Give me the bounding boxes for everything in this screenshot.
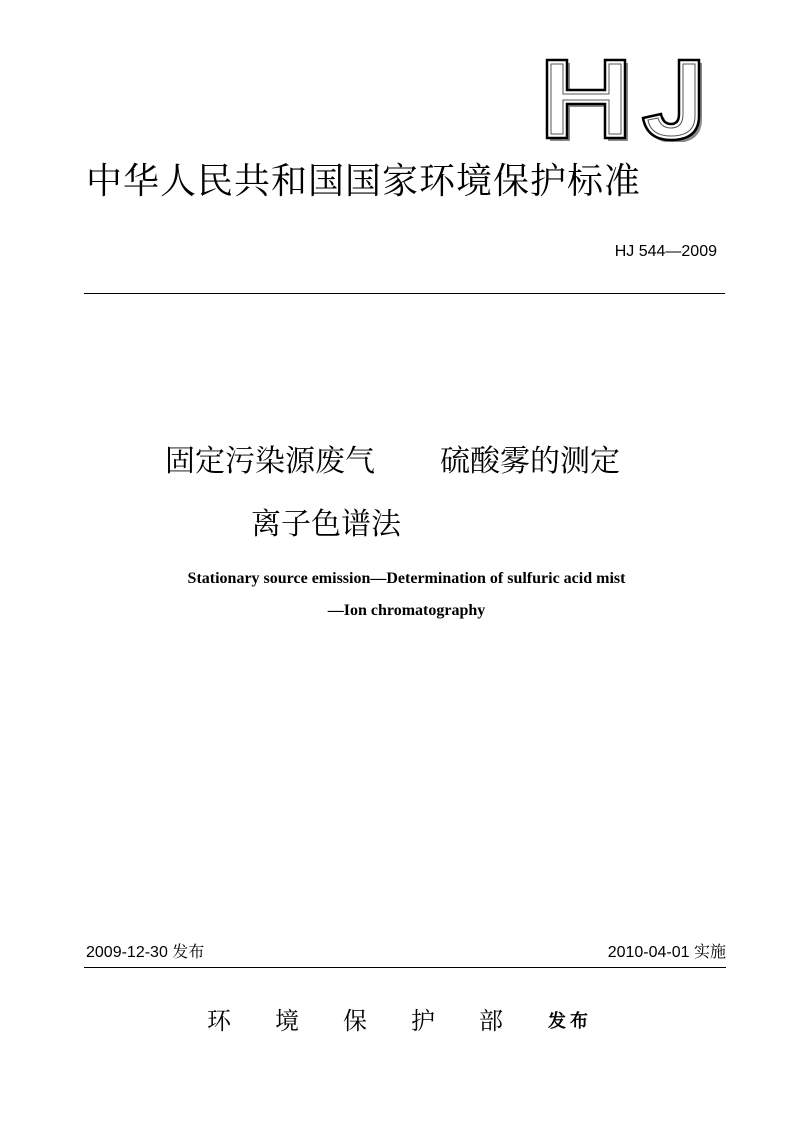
issuer-suffix: 发布 xyxy=(548,1011,592,1032)
logo-letter-j xyxy=(643,60,702,142)
footer-divider xyxy=(84,967,726,968)
organization-title: 中华人民共和国国家环境保护标准 xyxy=(86,161,642,202)
issuer-char: 环 xyxy=(207,1007,231,1035)
logo-letter-h xyxy=(547,60,628,141)
title-en-line1: Stationary source emission—Determination of sulfuric acid mist xyxy=(187,570,626,587)
issuer-char: 护 xyxy=(411,1007,435,1035)
issuer-char: 保 xyxy=(343,1007,367,1035)
logo-text: HJ xyxy=(543,56,545,57)
title-cn-line1-part1: 固定污染源废气 xyxy=(165,444,375,479)
title-cn-line1-part2: 硫酸雾的测定 xyxy=(440,444,620,479)
hj-logo xyxy=(543,56,708,142)
standard-number: HJ 544—2009 xyxy=(614,243,717,260)
issue-date: 2009-12-30 发布 xyxy=(86,944,205,961)
issuer-char: 部 xyxy=(479,1007,503,1035)
issuer-char: 境 xyxy=(275,1007,299,1035)
title-cn-line2: 离子色谱法 xyxy=(251,507,401,542)
header-divider xyxy=(84,293,725,294)
issuer-name xyxy=(207,1005,547,1037)
effective-date: 2010-04-01 实施 xyxy=(607,944,726,961)
title-en-line2: —Ion chromatography xyxy=(327,602,486,619)
